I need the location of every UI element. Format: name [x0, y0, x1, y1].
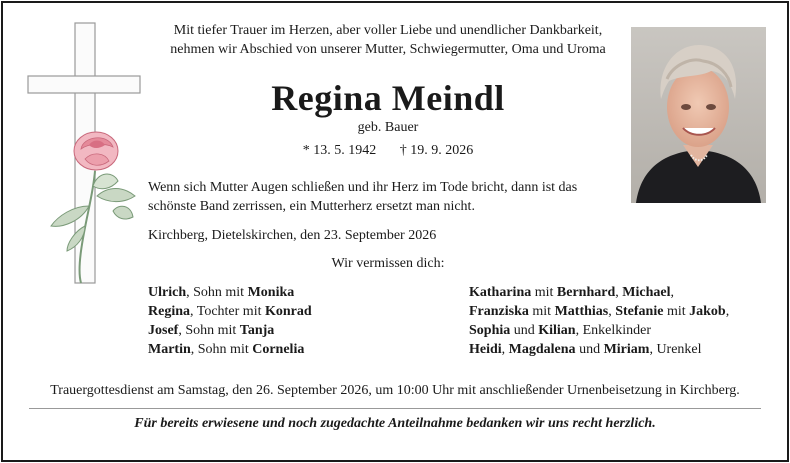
mourner-relation: und [510, 323, 539, 338]
mourner-name: Magdalena [508, 342, 576, 357]
mourner-relation: , Sohn mit [186, 285, 248, 300]
mourners-left-list [148, 283, 312, 359]
life-dates [148, 143, 628, 159]
mourner-relation: , [608, 304, 616, 319]
quote-line: schönste Band zerrissen, ein Mutterherz ersetzt man nicht. [148, 199, 475, 214]
mourner-name: Konrad [264, 304, 312, 319]
intro-line: nehmen wir Abschied von unserer Mutter, Schwiegermutter, Oma und Uroma [170, 42, 606, 57]
mourner-relation: , [670, 285, 674, 300]
portrait-photo [631, 27, 766, 203]
memorial-quote [148, 178, 628, 216]
mourner-line [469, 283, 729, 302]
mourner-name: Josef [148, 323, 179, 338]
mourner-name: Heidi [469, 342, 502, 357]
intro-line: Mit tiefer Trauer im Herzen, aber voller Liebe und unendlicher Dankbarkeit, [173, 23, 603, 38]
mourner-name: Tanja [239, 323, 275, 338]
mourner-relation: , [615, 285, 623, 300]
mourner-name: Ulrich [148, 285, 187, 300]
mourner-relation: , [501, 342, 509, 357]
mourner-relation: mit [531, 285, 557, 300]
mourner-relation: mit [663, 304, 690, 319]
mourner-name: Kilian [538, 323, 576, 338]
birth-date: * 13. 5. 1942 [302, 143, 377, 158]
death-date: † 19. 9. 2026 [399, 143, 474, 158]
mourner-relation: , Enkelkinder [575, 323, 652, 338]
mourner-name: Michael [622, 285, 671, 300]
mourner-name: Regina [148, 304, 190, 319]
obituary-card [1, 1, 789, 462]
mourner-name: Sophia [469, 323, 511, 338]
maiden-name: geb. Bauer [357, 120, 419, 135]
mourner-name: Matthias [554, 304, 609, 319]
deceased-name: Regina Meindl [271, 78, 505, 118]
mourner-name: Stefanie [615, 304, 664, 319]
mourner-line [148, 302, 312, 321]
mourner-name: Cornelia [252, 342, 305, 357]
divider [29, 408, 761, 409]
quote-line: Wenn sich Mutter Augen schließen und ihr Herz im Tode bricht, dann ist das [148, 180, 578, 195]
mourner-line [148, 340, 312, 359]
mourner-relation: , Sohn mit [190, 342, 253, 357]
mourner-relation: , Sohn mit [178, 323, 240, 338]
mourner-relation: , Tochter mit [190, 304, 265, 319]
cross-icon [23, 21, 148, 291]
mourner-name: Monika [247, 285, 295, 300]
mourner-line [469, 321, 729, 340]
miss-heading: Wir vermissen dich: [331, 256, 445, 271]
mourner-name: Bernhard [556, 285, 616, 300]
mourners-right-list [469, 283, 729, 359]
mourner-name: Katharina [469, 285, 532, 300]
mourner-name: Miriam [603, 342, 650, 357]
mourner-line [148, 321, 312, 340]
mourner-relation: und [575, 342, 604, 357]
intro-text [148, 21, 628, 59]
mourner-relation: mit [528, 304, 555, 319]
mourner-relation: , [725, 304, 730, 319]
mourner-name: Jakob [689, 304, 726, 319]
mourner-relation: , Urenkel [649, 342, 702, 357]
mourner-line [469, 302, 729, 321]
thanks-note: Für bereits erwiesene und noch zugedachte Anteilnahme bedanken wir uns recht herzlich. [134, 416, 656, 431]
mourner-name: Martin [148, 342, 191, 357]
mourner-name: Franziska [469, 304, 529, 319]
mourner-line [469, 340, 729, 359]
mourner-line [148, 283, 312, 302]
place-and-date: Kirchberg, Dietelskirchen, den 23. September 2026 [148, 228, 437, 243]
funeral-service-note: Trauergottesdienst am Samstag, den 26. September 2026, um 10:00 Uhr mit anschließender Urnenbeisetzung in Kirchberg. [50, 383, 740, 398]
